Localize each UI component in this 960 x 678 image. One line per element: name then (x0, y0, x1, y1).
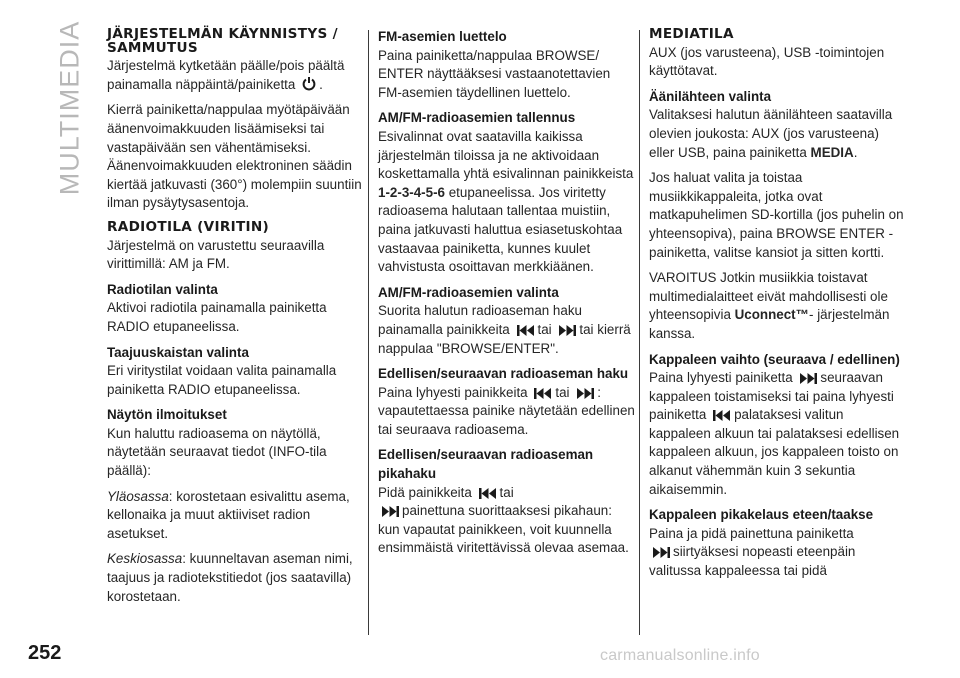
paragraph: Kun haluttu radioasema on näytöllä, näytetään seuraavat tiedot (INFO-tila päällä): (107, 425, 327, 479)
column-divider (639, 30, 640, 635)
next-track-icon (652, 547, 670, 558)
paragraph: Eri viritystilat voidaan valita painamalla painiketta RADIO etupaneelissa. (107, 363, 337, 397)
previous-track-icon (479, 488, 497, 499)
paragraph: Yläosassa: korostetaan esivalittu asema, kellonaika ja muut aktiiviset radion asetukset. (107, 488, 350, 541)
paragraph: Paina lyhyesti painikkeita tai : vapautettaessa painike näytetään edellinen tai seuraava radioasema. (378, 384, 635, 437)
paragraph: Kierrä painiketta/nappulaa myötäpäivään äänenvoimakkuuden lisäämiseksi tai vastapäivään sen vähentämiseksi. Äänenvoimakkuuden elektroninen säädin kiertää jatkuvasti (360°) molempiin suuntiin ilman pysäytysasentoja. (107, 102, 362, 211)
paragraph: Valitaksesi halutun äänilähteen saatavilla olevien joukosta: AUX (jos varusteena) eller USB, paina painiketta MEDIA. (649, 107, 893, 160)
paragraph: Paina painiketta/nappulaa BROWSE/ ENTER näyttääksesi vastaanotettavien FM-asemien täydellinen luettelo. (378, 47, 611, 100)
subheading-fm-list: FM-asemien luettelo (378, 29, 507, 44)
column-2 (378, 28, 636, 565)
paragraph: Suorita halutun radioaseman haku painamalla painikkeita tai tai kierrä nappulaa "BROWSE/ENTER". (378, 303, 631, 356)
page-number: 252 (28, 642, 62, 664)
section-side-tab-label: MULTIMEDIA (54, 20, 85, 196)
next-track-icon (576, 388, 594, 399)
paragraph: Keskiosassa: kuunneltavan aseman nimi, taajuus ja radiotekstitiedot (jos saatavilla) korostetaan. (107, 551, 353, 604)
previous-track-icon (517, 325, 535, 336)
subheading-station-search: Edellisen/seuraavan radioaseman haku (378, 366, 629, 382)
column-3 (649, 28, 907, 588)
paragraph: Paina lyhyesti painiketta seuraavan kappaleen toistamiseksi tai paina lyhyesti painiketta palataksesi valitun kappaleen alkuun tai palataksesi edellisen kappaleen alkuun, jos kappaleen toisto on alkanut vähemmän kuin 3 sekuntia aikaisemmin. (649, 370, 900, 497)
footer-watermark: carmanualsonline.info (600, 647, 760, 664)
heading-system-on-off: JÄRJESTELMÄN KÄYNNISTYS / SAMMUTUS (107, 26, 338, 56)
section-side-tab (55, 18, 85, 198)
paragraph: AUX (jos varusteena), USB -toimintojen käyttötavat. (649, 44, 885, 79)
column-1 (107, 28, 365, 613)
subheading-band-select: Taajuuskaistan valinta (107, 344, 249, 360)
subheading-fast-forward: Kappaleen pikakelaus eteen/taakse (649, 507, 874, 523)
paragraph: VAROITUS Jotkin musiikkia toistavat multimedialaitteet eivät mahdollisesti ole yhteensopivia Uconnect™- järjestelmän kanssa. (649, 270, 890, 341)
subheading-source-select: Äänilähteen valinta (649, 88, 772, 104)
subheading-station-store: AM/FM-radioasemien tallennus (378, 110, 576, 126)
heading-radio-mode: RADIOTILA (VIRITIN) (107, 218, 270, 235)
previous-track-icon (713, 410, 731, 421)
paragraph: Järjestelmä kytketään päälle/pois päältä painamalla näppäintä/painiketta . (107, 58, 345, 92)
previous-track-icon (534, 388, 552, 399)
next-track-icon (381, 506, 399, 517)
paragraph: Pidä painikkeita tai painettuna suorittaaksesi pikahaun: kun vapautat painikkeen, voit kuunnella ensimmäistä viritettävissä olevaa asemaa. (378, 484, 629, 556)
next-track-icon (558, 325, 576, 336)
subheading-track-change: Kappaleen vaihto (seuraava / edellinen) (649, 351, 900, 367)
subheading-radio-select: Radiotilan valinta (107, 281, 218, 297)
subheading-fast-search: Edellisen/seuraavan radioaseman pikahaku (378, 447, 594, 482)
paragraph: Aktivoi radiotila painamalla painiketta RADIO etupaneelissa. (107, 300, 327, 334)
paragraph: Esivalinnat ovat saatavilla kaikissa järjestelmän tiloissa ja ne aktivoidaan koskettamalla yhtä esivalinnan painikkeista 1-2-3-4-5-6 etupaneelissa. Jos viritetty radioasema halutaan tallentaa muistiin, paina jatkuvasti haluttua esiasetuskohtaa vastaavaa painiketta, kunnes kuulet vahvistusta osoittavan merkkiäänen. (378, 128, 634, 275)
subheading-display-info: Näytön ilmoitukset (107, 407, 227, 423)
paragraph: Paina ja pidä painettuna painiketta siirtyäksesi nopeasti eteenpäin valitussa kappaleessa tai pidä (649, 525, 856, 579)
next-track-icon (799, 373, 817, 384)
heading-media-mode: MEDIATILA (649, 26, 734, 42)
paragraph: Jos haluat valita ja toistaa musiikkikappaleita, jotka ovat matkapuhelimen SD-kortilla (jos puhelin on yhteensopiva), paina BROWSE ENTER -painiketta, valitse kansiot ja sitten kortti. (649, 170, 904, 260)
subheading-station-select: AM/FM-radioasemien valinta (378, 284, 559, 300)
paragraph: Järjestelmä on varustettu seuraavilla virittimillä: AM ja FM. (107, 237, 325, 272)
column-divider (368, 30, 369, 635)
power-icon (302, 76, 316, 91)
